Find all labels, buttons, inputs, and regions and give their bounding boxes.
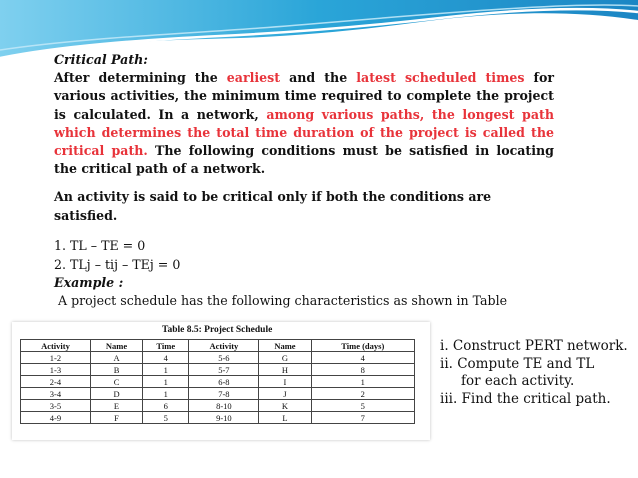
table-cell: A [90,352,142,364]
table-cell: H [259,364,311,376]
table-row [21,412,415,424]
task-item-continuation: for each activity. [461,373,575,389]
task-item: ii. Compute TE and TL [440,355,595,372]
example-text: A project schedule has the following characteristics as shown in Table [58,293,508,309]
table-cell: 3-4 [21,388,91,400]
text-fragment: for various activities, the minimum time required to complete the project is calculated. In a network, [54,70,554,122]
column-header: Activity [189,340,259,352]
table-cell: K [259,400,311,412]
table-cell: 7-8 [189,388,259,400]
table-cell: 5-6 [189,352,259,364]
table-row [21,400,415,412]
table-cell: 3-5 [21,400,91,412]
highlight-critical-path: among various paths, the longest path which determines the total time duration of the project is called the critical path. [54,106,554,159]
highlight-latest: latest scheduled times [356,70,525,86]
task-item: i. Construct PERT network. [440,338,628,354]
table-cell: 4 [311,352,414,364]
condition-2: 2. TLj – tij – TEj = 0 [54,256,181,272]
task-item: iii. Find the critical path. [440,390,611,407]
table-cell: 8 [311,364,414,376]
main-content [54,51,554,310]
table-cell: E [90,400,142,412]
table-cell: B [90,364,142,376]
table-cell: 2 [311,388,414,400]
example-label: Example : [54,274,124,290]
table-cell: 1-3 [21,364,91,376]
table-cell: 1 [143,376,189,388]
column-header: Time (days) [311,340,414,352]
table-cell: 5-7 [189,364,259,376]
condition-1: 1. TL – TE = 0 [54,238,146,254]
table-header-row [21,340,415,352]
table-cell: 5 [143,412,189,424]
table-cell: G [259,352,311,364]
table-row [21,388,415,400]
column-header: Name [259,340,311,352]
table-cell: 1 [143,364,189,376]
table-cell: 1-2 [21,352,91,364]
text-fragment: After determining the [54,70,227,86]
table-cell: J [259,388,311,400]
highlight-earliest: earliest [226,70,281,86]
table-cell: 2-4 [21,376,91,388]
table-cell: C [90,376,142,388]
project-schedule-table [20,339,415,424]
table-row [21,364,415,376]
table-cell: F [90,412,142,424]
definition-paragraph [54,69,554,178]
table-row [21,352,415,364]
text-fragment: and the [280,70,357,86]
column-header: Time [143,340,189,352]
table-cell: 4-9 [21,412,91,424]
table-cell: 1 [311,376,414,388]
table-cell: 4 [143,352,189,364]
table-cell: I [259,376,311,388]
task-list [440,338,628,408]
column-header: Activity [21,340,91,352]
table-cell: 8-10 [189,400,259,412]
table-cell: D [90,388,142,400]
table-cell: 5 [311,400,414,412]
table-cell: 6-8 [189,376,259,388]
table-row [21,376,415,388]
table-cell: 7 [311,412,414,424]
table-cell: 6 [143,400,189,412]
schedule-table-image [12,322,430,440]
table-cell: L [259,412,311,424]
column-header: Name [90,340,142,352]
table-cell: 9-10 [189,412,259,424]
text-fragment: The following conditions must be satisfied in locating the critical path of a network. [54,143,554,177]
page-title: Critical Path: [54,52,148,67]
table-caption: Table 8.5: Project Schedule [162,325,273,335]
condition-intro: An activity is said to be critical only if both the conditions are satisfied. [54,189,492,223]
table-cell: 1 [143,388,189,400]
